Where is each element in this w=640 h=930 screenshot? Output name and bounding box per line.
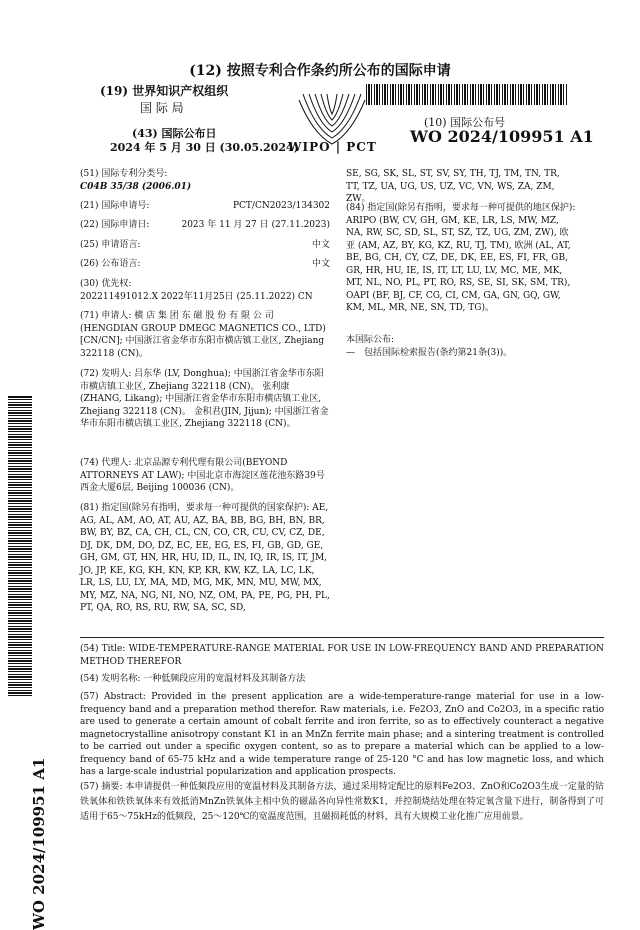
priority-block xyxy=(80,278,330,303)
pub-date: 2024 年 5 月 30 日 (30.05.2024) xyxy=(110,141,299,154)
ipc-block xyxy=(80,168,330,193)
pub-number-label: (10) 国际公布号 xyxy=(424,116,506,129)
app-no-label: (21) 国际申请号: xyxy=(80,201,150,211)
title-cn: (54) 发明名称: 一种低频段应用的宽温材料及其制备方法 xyxy=(80,674,306,684)
lang-pub: 中文 xyxy=(311,259,330,269)
bureau-name: 国 际 局 xyxy=(140,101,184,115)
side-pub-number: WO 2024/109951 A1 xyxy=(30,757,48,930)
lang-pub-label: (26) 公布语言: xyxy=(80,259,141,269)
publication-date-block xyxy=(110,127,299,155)
states-continued: SE, SG, SK, SL, ST, SV, SY, TH, TJ, TM, TN, TR, TT, TZ, UA, UG, US, UZ, VC, VN, WS, ZA, ZM, ZW。 xyxy=(346,169,560,204)
filing-date: 2023 年 11 月 27 日 (27.11.2023) xyxy=(181,220,330,230)
applicant: (71) 申请人: 横 店 集 团 东 磁 股 份 有 限 公 司(HENGDIAN GROUP DMEGC MAGNETICS CO., LTD) [CN/CN]; 中国浙江省金华市东阳市横店镇工业区, Zhejiang 322118 (CN)。 xyxy=(80,311,326,359)
organization-name: (19) 世界知识产权组织 xyxy=(100,84,229,98)
app-no-row xyxy=(80,200,330,213)
app-no: PCT/CN2023/134302 xyxy=(232,201,330,211)
pub-date-label: (43) 国际公布日 xyxy=(132,127,217,140)
lang-filing: 中文 xyxy=(311,240,330,250)
abstract-en: (57) Abstract: Provided in the present application are a wide-temperature-range material for use in a low-frequency band and a preparation method therefor. Raw materials, i.e. Fe2O3, ZnO and Co2O3, in a specific ratio are used to generate a certain amount of cobalt ferrite and iron ferrite, so as to effectively counteract a negative magnetocrystalline anisotropy constant K1 in an MnZn ferrite main phase; and a sintering treatment is controlled to be carried out under a specific oxygen content, so as to prepare a material which can be applied to a low-frequency band of 65-75 kHz and a wide temperature range of 25-120 °C and has low magnetic loss, and which has a large-scale industrial popularization and application prospects. xyxy=(80,692,604,777)
divider xyxy=(80,637,604,638)
published-label: 本国际公布: xyxy=(346,335,395,345)
regional-states: (84) 指定国(除另有指明，要求每一种可提供的地区保护): ARIPO (BW, CV, GH, GM, KE, LR, LS, MW, MZ, NA, RW, SC, SD, SL, ST, SZ, TZ, UG, ZM, ZW), 欧亚 (AM, AZ, BY, KG, KZ, RU, TJ, TM), 欧洲 (AL, AT, BE, BG, CH, CY, CZ, DE, DK, EE, ES, FI, FR, GB, GR, HR, HU, IE, IS, IT, LT, LU, LV, MC, ME, MK, MT, NL, NO, PL, PT, RO, RS, SE, SI, SK, SM, TR), OAPI (BF, BJ, CF, CG, CI, CM, GA, GN, GQ, GW, KM, ML, MR, NE, SN, TD, TG)。 xyxy=(346,203,576,313)
barcode-icon xyxy=(366,84,568,105)
title-en: (54) Title: WIDE-TEMPERATURE-RANGE MATERIAL FOR USE IN LOW-FREQUENCY BAND AND PREPARATION METHOD THEREFOR xyxy=(80,644,604,667)
lang-pub-row xyxy=(80,258,330,271)
inventors: (72) 发明人: 吕东华 (LV, Donghua); 中国浙江省金华市东阳市横店镇工业区, Zhejiang 322118 (CN)。 张利康(ZHANG, Likang); 中国浙江省金华市东阳市横店镇工业区, Zhejiang 322118 (CN)。 金积君(JIN, Jijun); 中国浙江省金华市东阳市横店镇工业区, Zhejiang 322118 (CN)。 xyxy=(80,369,329,429)
filing-row xyxy=(80,219,330,232)
ipc-label: (51) 国际专利分类号: xyxy=(80,169,168,179)
lang-filing-row xyxy=(80,239,330,252)
agent: (74) 代理人: 北京品源专利代理有限公司(BEYOND ATTORNEYS AT LAW); 中国北京市海淀区莲花池东路39号西金大厦6层, Beijing 100036 (CN)。 xyxy=(80,458,325,493)
ipc-value: C04B 35/38 (2006.01) xyxy=(80,181,192,192)
pub-number: WO 2024/109951 A1 xyxy=(410,127,594,146)
priority-label: (30) 优先权: xyxy=(80,279,132,289)
side-barcode-icon xyxy=(8,396,32,696)
lang-filing-label: (25) 申请语言: xyxy=(80,240,141,250)
wipo-pct-text: WIPO | PCT xyxy=(288,140,377,154)
priority-value: 202211491012.X 2022年11月25日 (25.11.2022) CN xyxy=(80,291,313,302)
filing-label: (22) 国际申请日: xyxy=(80,220,150,230)
document-title: (12) 按照专利合作条约所公布的国际申请 xyxy=(189,63,451,79)
published-item: — 包括国际检索报告(条约第21条(3))。 xyxy=(346,348,513,358)
abstract-cn: (57) 摘要: 本申请提供一种低频段应用的宽温材料及其制备方法，通过采用特定配比的原料Fe2O3、ZnO和Co2O3生成一定量的钴铁氧体和铁铁氧体来有效抵消MnZn铁氧体主相中负的磁晶各向异性常数K1，并控制烧结处理在特定氧含量下进行，制备得到了可适用于65～75kHz的低频段，25～120℃的宽温度范围，且磁损耗低的材料，具有大规模工业化推广应用前景。 xyxy=(80,782,604,822)
designated-states: (81) 指定国(除另有指明，要求每一种可提供的国家保护): AE, AG, AL, AM, AO, AT, AU, AZ, BA, BB, BG, BH, BN, BR, BW, BY, BZ, CA, CH, CL, CN, CO, CR, CU, CV, CZ, DE, DJ, DK, DM, DO, DZ, EC, EE, EG, ES, FI, GB, GD, GE, GH, GM, GT, HN, HR, HU, ID, IL, IN, IQ, IR, IS, IT, JM, JO, JP, KE, KG, KH, KN, KP, KR, KW, KZ, LA, LC, LK, LR, LS, LU, LY, MA, MD, MG, MK, MN, MU, MW, MX, MY, MZ, NA, NG, NI, NO, NZ, OM, PA, PE, PG, PH, PL, PT, QA, RO, RS, RU, RW, SA, SC, SD, xyxy=(80,503,330,613)
